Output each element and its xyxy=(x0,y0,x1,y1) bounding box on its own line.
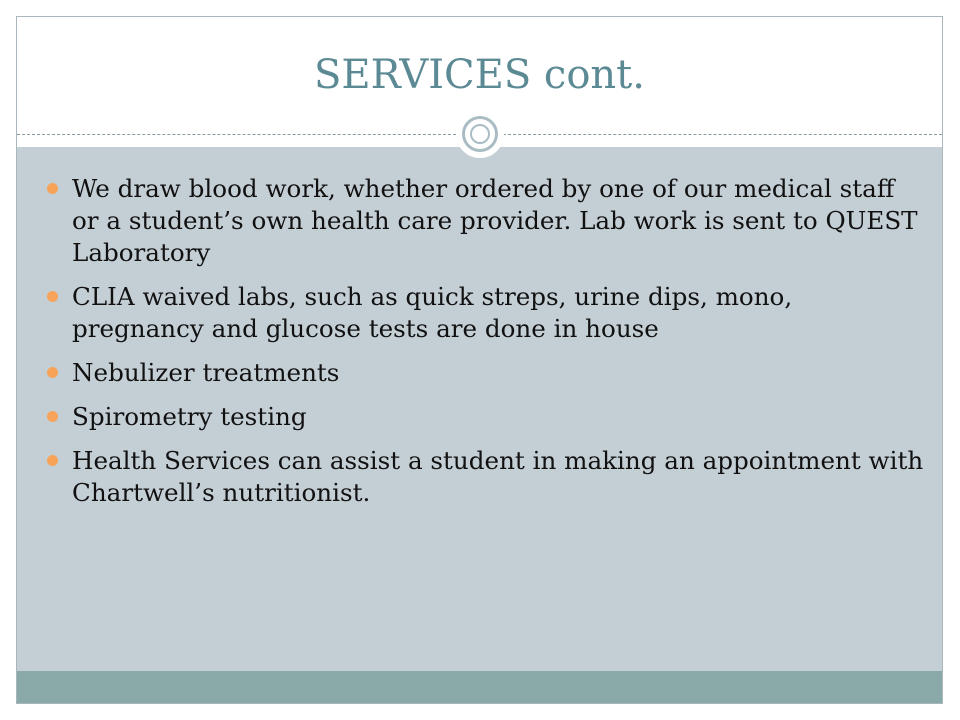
ring-ornament-icon xyxy=(456,110,504,158)
bullet-item-nebulizer xyxy=(47,357,927,389)
ring-inner xyxy=(462,116,498,152)
bullet-item-clia-labs xyxy=(47,281,927,345)
bullet-icon xyxy=(47,367,58,378)
bullet-text: Health Services can assist a student in making an appointment with Chartwell’s nutritionist. xyxy=(72,446,924,507)
slide-title: SERVICES cont. xyxy=(314,52,645,98)
bullet-text: We draw blood work, whether ordered by one of our medical staff or a student’s own health care provider. Lab work is sent to QUEST Laboratory xyxy=(72,174,918,267)
footer-band xyxy=(17,671,942,704)
bullet-item-blood-work xyxy=(47,173,927,269)
bullet-text: CLIA waived labs, such as quick streps, urine dips, mono, pregnancy and glucose tests are done in house xyxy=(72,282,793,343)
bullet-icon xyxy=(47,411,58,422)
slide xyxy=(16,16,943,704)
bullet-text: Spirometry testing xyxy=(72,402,307,431)
bullet-icon xyxy=(47,455,58,466)
bullet-icon xyxy=(47,291,58,302)
bullet-item-nutritionist xyxy=(47,445,927,509)
bullet-icon xyxy=(47,183,58,194)
bullet-text: Nebulizer treatments xyxy=(72,358,340,387)
bullet-list xyxy=(47,173,927,521)
ring-core xyxy=(470,124,490,144)
bullet-item-spirometry xyxy=(47,401,927,433)
